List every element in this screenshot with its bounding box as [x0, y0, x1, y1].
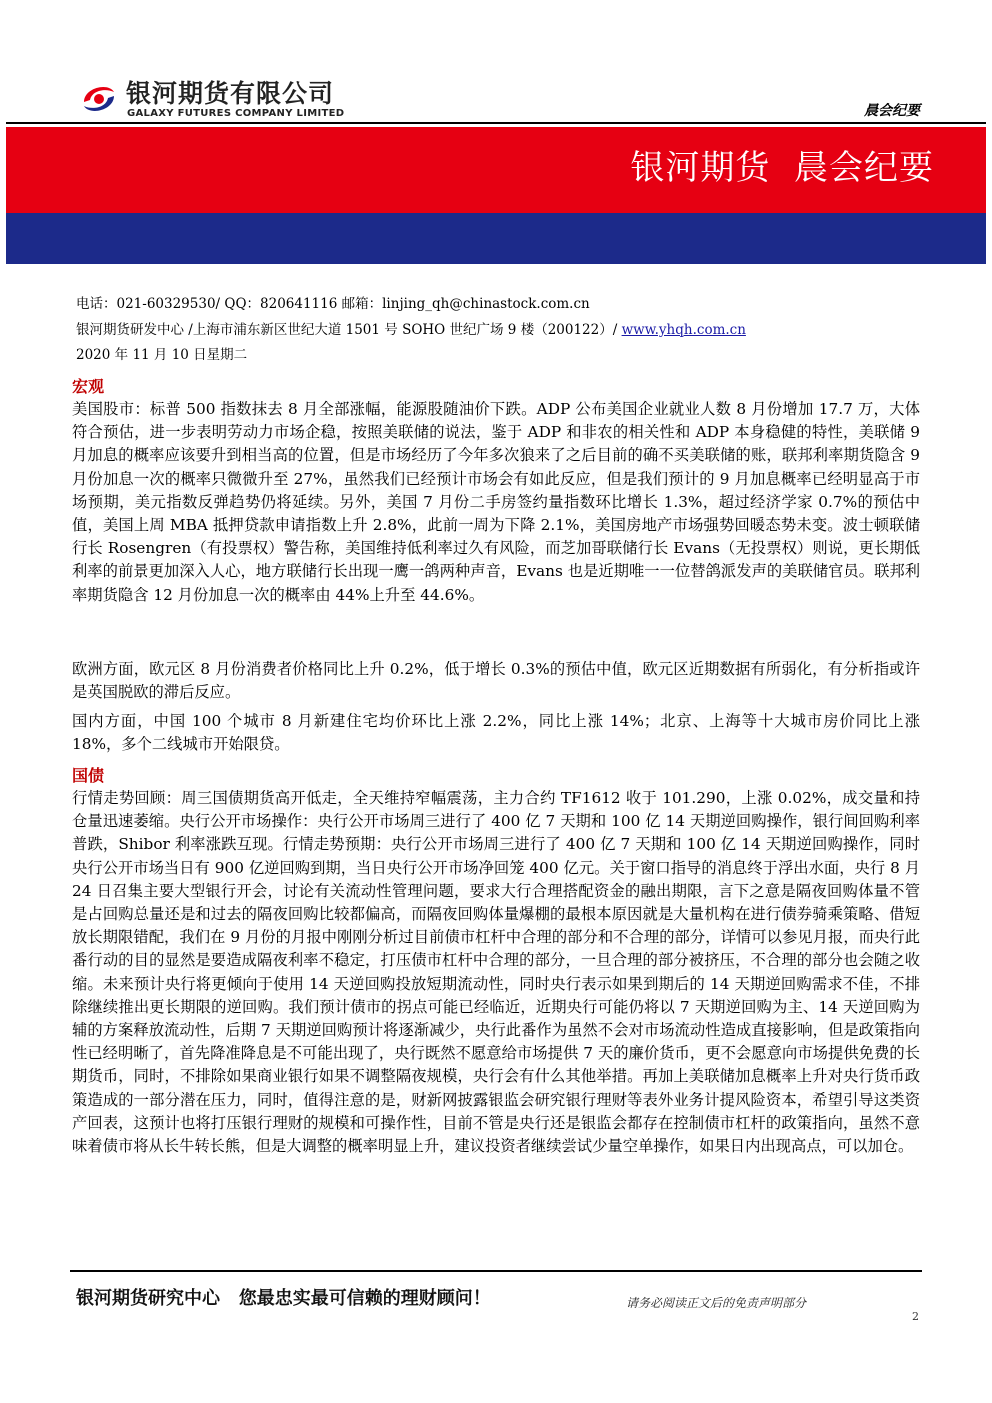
footer-divider: [70, 1270, 922, 1272]
header-tag: 晨会纪要: [864, 103, 920, 119]
address-text: 银河期货研发中心 /上海市浦东新区世纪大道 1501 号 SOHO 世纪广场 9 楼（200122）/: [76, 322, 622, 338]
report-date: 2020 年 11 月 10 日星期二: [76, 347, 248, 363]
footer-disclaimer: 请务必阅读正文后的免责声明部分: [626, 1296, 807, 1310]
section-title-bonds: 国债: [72, 766, 105, 785]
company-logo-icon: [78, 78, 120, 120]
company-name-en: GALAXY FUTURES COMPANY LIMITED: [127, 108, 345, 119]
blue-banner: [6, 213, 986, 264]
bonds-paragraph: 行情走势回顾：周三国债期货高开低走，全天维持窄幅震荡，主力合约 TF1612 收于 101.290，上涨 0.02%，成交量和持仓量迅速萎缩。央行公开市场操作：央行公开市场周三进行了 400 亿 7 天期和 100 亿 14 天期逆回购操作，银行间回购利率普跌，Shibor 利率涨跌互现。行情走势预期：央行公开市场周三进行了 400 亿 7 天期和 100 亿 14 天期逆回购操作，同时央行公开市场当日有 900 亿逆回购到期，当日央行公开市场净回笼 400 亿元。关于窗口指导的消息终于浮出水面，央行 8 月 24 日召集主要大型银行开会，讨论有关流动性管理问题，要求大行合理搭配资金的融出期限，言下之意是隔夜回购体量不管是占回购总量还是和过去的隔夜回购比较都偏高，而隔夜回购体量爆棚的最根本原因就是大量机构在进行债券骑乘策略、借短放长期限错配，我们在 9 月份的月报中刚刚分析过目前债市杠杆中合理的部分和不合理的部分，详情可以参见月报，而央行此番行动的目的显然是要造成隔夜利率不稳定，打压债市杠杆中合理的部分，一旦合理的部分被挤压，不合理的部分也会随之收缩。未来预计央行将更倾向于使用 14 天逆回购投放短期流动性，同时央行表示如果到期后的 14 天期逆回购需求不佳，不排除继续推出更长期限的逆回购。我们预计债市的拐点可能已经临近，近期央行可能仍将以 7 天期逆回购为主、14 天逆回购为辅的方案释放流动性，后期 7 天期逆回购预计将逐渐减少，央行此番作为虽然不会对市场流动性造成直接影响，但是政策指向性已经明晰了，首先降准降息是不可能出现了，央行既然不愿意给市场提供 7 天的廉价货币，更不会愿意向市场提供免费的长期货币，同时，不排除如果商业银行如果不调整隔夜规模，央行会有什么其他举措。再加上美联储加息概率上升对央行货币政策造成的一部分潜在压力，同时，值得注意的是，财新网披露银监会研究银行理财等表外业务计提风险资本，希望引导这类资产回表，这预计也将打压银行理财的规模和可操作性，目前不管是央行还是银监会都存在控制债市杠杆的政策指向，虽然不意味着债市将从长牛转长熊，但是大调整的概率明显上升，建议投资者继续尝试少量空单操作，如果日内出现高点，可以加仓。: [72, 789, 920, 1156]
macro-paragraph-domestic: 国内方面，中国 100 个城市 8 月新建住宅均价环比上涨 2.2%，同比上涨 14%；北京、上海等十大城市房价同比上涨 18%，多个二线城市开始限贷。: [72, 712, 920, 754]
address-line: [76, 321, 746, 339]
contact-line: 电话：021-60329530/ QQ：820641116 邮箱：linjing_qh@chinastock.com.cn: [76, 296, 590, 312]
header-divider: [6, 122, 986, 124]
section-title-macro: 宏观: [72, 377, 105, 396]
macro-paragraph-us: 美国股市：标普 500 指数抹去 8 月全部涨幅，能源股随油价下跌。ADP 公布美国企业就业人数 8 月份增加 17.7 万，大体符合预估，进一步表明劳动力市场企稳，按照美联储的说法，鉴于 ADP 和非农的相关性和 ADP 本身稳健的特性，美联储 9 月加息的概率应该要升到相当高的位置，但是市场经历了今年多次狼来了之后目前的确不买美联储的账，联邦利率期货隐含 9 月份加息一次的概率只微微升至 27%，虽然我们已经预计市场会有如此反应，但是我们预计的 9 月加息概率已经明显高于市场预期，美元指数反弹趋势仍将延续。另外，美国 7 月份二手房签约量指数环比增长 1.3%，超过经济学家 0.7%的预估中值，美国上周 MBA 抵押贷款申请指数上升 2.8%，此前一周为下降 2.1%，美国房地产市场强势回暖态势未变。波士顿联储行长 Rosengren（有投票权）警告称，美国维持低利率过久有风险，而芝加哥联储行长 Evans（无投票权）则说，更长期低利率的前景更加深入人心，地方联储行长出现一鹰一鸽两种声音，Evans 也是近期唯一一位替鸽派发声的美联储官员。联邦利率期货隐含 12 月份加息一次的概率由 44%上升至 44.6%。: [72, 400, 920, 604]
macro-paragraph-europe: 欧洲方面，欧元区 8 月份消费者价格同比上升 0.2%，低于增长 0.3%的预估中值，欧元区近期数据有所弱化，有分析指或许是英国脱欧的滞后反应。: [72, 660, 920, 702]
website-link[interactable]: www.yhqh.com.cn: [621, 322, 746, 338]
page-number: 2: [912, 1310, 919, 1323]
footer-slogan: 银河期货研究中心 您最忠实最可信赖的理财顾问！: [76, 1288, 491, 1309]
company-name-cn: 银河期货有限公司: [126, 79, 335, 108]
banner-title: 银河期货 晨会纪要: [630, 148, 934, 188]
